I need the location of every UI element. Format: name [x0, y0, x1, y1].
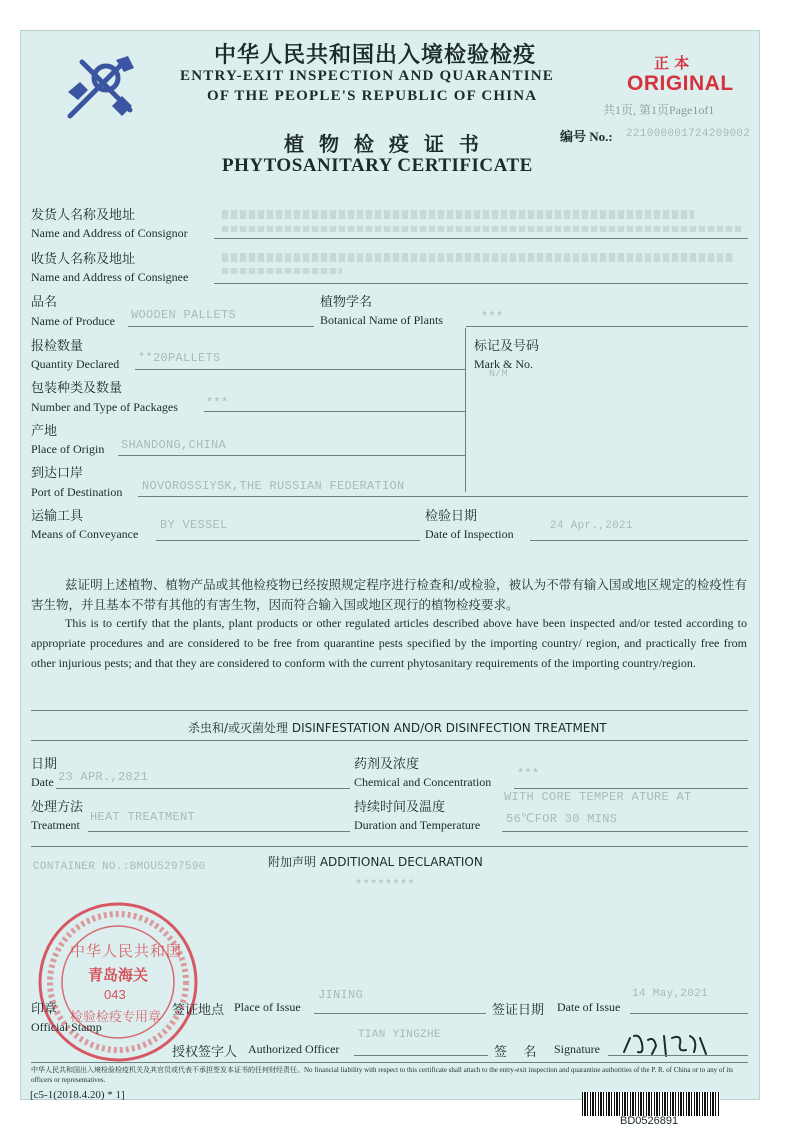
additional-heading: 附加声明 ADDITIONAL DECLARATION	[268, 855, 483, 869]
authority-title-cn: 中华人民共和国出入境检验检疫	[214, 43, 537, 68]
additional-stars: ********	[355, 878, 416, 892]
packages-value: ***	[206, 396, 229, 410]
duration-value-1: WITH CORE TEMPER ATURE AT	[504, 790, 692, 804]
number-label: 编号 No.:	[560, 129, 613, 144]
conveyance-value: BY VESSEL	[160, 518, 228, 532]
seal-text-1: 中华人民共和国	[70, 942, 183, 960]
inspection-label-cn: 检验日期	[425, 509, 478, 524]
doc-title-cn: 植 物 检 疫 证 书	[284, 132, 483, 156]
quantity-label-en: Quantity Declared	[31, 357, 120, 371]
treatment-date-label-cn: 日期	[31, 757, 58, 772]
origin-label-cn: 产地	[31, 424, 58, 439]
disclaimer-cn: 中华人民共和国出入境检验检疫机关及其官员或代表不承担签发本证书的任何财经责任。	[31, 1066, 304, 1074]
seal-text-2: 青岛海关	[88, 966, 149, 984]
consignee-redacted	[222, 253, 734, 262]
treatment-heading: 杀虫和/或灭菌处理 DISINFESTATION AND/OR DISINFECTION TREATMENT	[188, 721, 607, 735]
mark-label-en: Mark & No.	[474, 357, 533, 371]
place-label-cn: 签证地点	[172, 1003, 225, 1018]
signature-label-en: Signature	[554, 1042, 600, 1056]
footer-disclaimer	[31, 1065, 747, 1085]
destination-label-en: Port of Destination	[31, 485, 123, 499]
disclaimer-en: No financial liability with respect to this certificate shall attach to the entry-exit inspection and quarantine authorities of the P. R. of China or to any of its officers or representatives.	[31, 1066, 734, 1084]
botanical-label-cn: 植物学名	[320, 295, 373, 310]
barcode-icon	[582, 1092, 720, 1116]
consignee-label-en: Name and Address of Consignee	[31, 270, 189, 284]
place-label-en: Place of Issue	[234, 1000, 301, 1014]
stamp-label-cn: 印章	[31, 1002, 58, 1017]
issue-date-label-en: Date of Issue	[557, 1000, 621, 1014]
container-number: CONTAINER NO.:BMOU5297590	[33, 861, 206, 873]
chemical-label-cn: 药剂及浓度	[354, 757, 420, 772]
authority-title-en-1: ENTRY-EXIT INSPECTION AND QUARANTINE	[180, 68, 554, 84]
packages-label-en: Number and Type of Packages	[31, 400, 178, 414]
origin-value: SHANDONG,CHINA	[121, 438, 227, 452]
inspection-value: 24 Apr.,2021	[550, 520, 633, 532]
authority-title-en-2: OF THE PEOPLE'S REPUBLIC OF CHINA	[207, 88, 538, 104]
form-code: [c5-1(2018.4.20) * 1]	[30, 1089, 125, 1101]
method-label-en: Treatment	[31, 818, 80, 832]
officer-label-en: Authorized Officer	[248, 1042, 340, 1056]
treatment-date-label-en: Date	[31, 775, 54, 789]
certification-text-en: This is to certify that the plants, plant products or other regulated articles described above have been inspected and/or tested according to appropriate procedures and are considered to be free from quarantine pests specified by the importing country/ region, and practically free from other injurious pests; and that they are considered to conform with the current phytosanitary requirements of the importing country/region.	[31, 616, 747, 670]
officer-label-cn: 授权签字人	[172, 1045, 238, 1060]
barcode-number: BD0526891	[620, 1115, 679, 1127]
officer-value: TIAN YINGZHE	[358, 1029, 441, 1041]
mark-label-cn: 标记及号码	[474, 339, 540, 354]
destination-value: NOVOROSSIYSK,THE RUSSIAN FEDERATION	[142, 479, 405, 493]
consignor-redacted	[222, 210, 694, 219]
inspection-label-en: Date of Inspection	[425, 527, 514, 541]
method-label-cn: 处理方法	[31, 800, 84, 815]
seal-text-4: 检验检疫专用章	[70, 1010, 162, 1025]
conveyance-label-en: Means of Conveyance	[31, 527, 139, 541]
duration-label-cn: 持续时间及温度	[354, 800, 446, 815]
botanical-label-en: Botanical Name of Plants	[320, 313, 443, 327]
mark-value: N/M	[489, 369, 508, 380]
consignor-label-en: Name and Address of Consignor	[31, 226, 188, 240]
produce-value: WOODEN PALLETS	[131, 308, 237, 322]
consignor-redacted-2	[222, 226, 742, 232]
ciq-emblem-icon	[62, 52, 140, 124]
consignee-label-cn: 收货人名称及地址	[31, 252, 136, 267]
page-info: 共1页, 第1页Page1of1	[603, 103, 715, 117]
doc-title-en: PHYTOSANITARY CERTIFICATE	[222, 155, 533, 176]
method-value: HEAT TREATMENT	[90, 810, 196, 824]
consignor-label-cn: 发货人名称及地址	[31, 208, 136, 223]
quantity-label-cn: 报检数量	[31, 339, 84, 354]
quantity-value: **20PALLETS	[138, 351, 221, 365]
duration-value-2: 56℃FOR 30 MINS	[506, 812, 618, 826]
number-value: 221000001724209002	[626, 128, 751, 140]
chemical-label-en: Chemical and Concentration	[354, 775, 492, 789]
issue-date-value: 14 May,2021	[632, 988, 708, 1000]
produce-label-en: Name of Produce	[31, 314, 115, 328]
issue-date-label-cn: 签证日期	[492, 1003, 545, 1018]
conveyance-label-cn: 运输工具	[31, 509, 84, 524]
treatment-date-value: 23 APR.,2021	[58, 770, 149, 784]
place-value: JINING	[318, 988, 364, 1002]
duration-label-en: Duration and Temperature	[354, 818, 481, 832]
chemical-value: ***	[517, 767, 540, 781]
consignee-redacted-2	[222, 268, 342, 274]
produce-label-cn: 品名	[31, 295, 58, 310]
original-cn: 正 本	[654, 54, 690, 72]
origin-label-en: Place of Origin	[31, 442, 105, 456]
stamp-label-en: Official Stamp	[31, 1020, 102, 1034]
certification-text-cn: 兹证明上述植物、植物产品或其他检疫物已经按照规定程序进行检查和/或检验，被认为不带有输入国或地区规定的检疫性有害生物，并且基本不带有其他的有害生物，因而符合输入国或地区现行的植物检疫要求。	[31, 577, 747, 612]
seal-text-3: 043	[104, 987, 126, 1002]
destination-label-cn: 到达口岸	[31, 466, 84, 481]
signature-label-cn: 签 名	[494, 1045, 537, 1060]
botanical-value: ***	[481, 310, 504, 324]
packages-label-cn: 包装种类及数量	[31, 381, 123, 396]
original-en: ORIGINAL	[627, 72, 734, 95]
